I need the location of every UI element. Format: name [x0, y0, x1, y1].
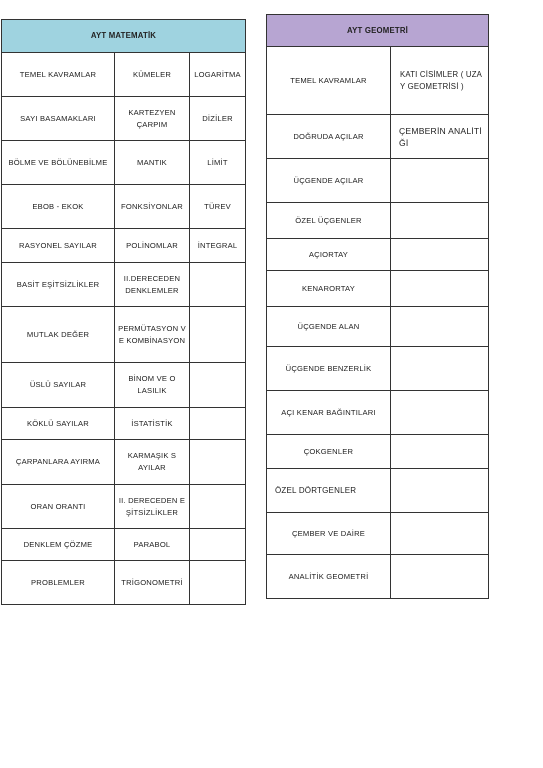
table-cell: MUTLAK DEĞER — [2, 307, 115, 363]
table-cell: LOGARİTMA — [190, 53, 246, 97]
table-cell: AÇI KENAR BAĞINTILARI — [267, 391, 391, 435]
table-cell: FONKSİYONLAR — [115, 185, 190, 229]
table-cell: ÇEMBERİN ANALİTİĞİ — [391, 115, 489, 159]
table-cell — [190, 263, 246, 307]
table-cell: ORAN ORANTI — [2, 485, 115, 529]
table-cell: PROBLEMLER — [2, 561, 115, 605]
table-cell — [391, 435, 489, 469]
table-cell: DOĞRUDA AÇILAR — [267, 115, 391, 159]
table-row — [2, 141, 246, 185]
table-cell — [391, 513, 489, 555]
table-row — [267, 271, 489, 307]
table-row — [267, 115, 489, 159]
table-cell — [391, 555, 489, 599]
table-cell — [391, 391, 489, 435]
table-row — [267, 47, 489, 115]
table-row — [2, 263, 246, 307]
table-cell: ANALİTİK GEOMETRİ — [267, 555, 391, 599]
table-cell: ÜÇGENDE ALAN — [267, 307, 391, 347]
table-cell: ÇARPANLARA AYIRMA — [2, 440, 115, 485]
table-row — [2, 485, 246, 529]
table-cell — [391, 469, 489, 513]
table-cell: AÇIORTAY — [267, 239, 391, 271]
table-row — [267, 513, 489, 555]
table-row — [267, 347, 489, 391]
table-row — [2, 97, 246, 141]
table-row — [267, 435, 489, 469]
table-row — [2, 307, 246, 363]
table-cell: KARMAŞIK SAYILAR — [115, 440, 190, 485]
table-row — [267, 203, 489, 239]
table-cell: ÖZEL ÜÇGENLER — [267, 203, 391, 239]
table-cell: ÇEMBER VE DAİRE — [267, 513, 391, 555]
table-cell: ÜÇGENDE BENZERLİK — [267, 347, 391, 391]
table-cell — [391, 271, 489, 307]
table-cell — [190, 408, 246, 440]
table-cell — [391, 203, 489, 239]
table-row — [267, 307, 489, 347]
table-row — [267, 555, 489, 599]
table-row — [267, 469, 489, 513]
ayt-matematik-table — [1, 19, 246, 605]
table-row — [2, 185, 246, 229]
table-cell: TÜREV — [190, 185, 246, 229]
table-cell — [190, 440, 246, 485]
table-cell: DENKLEM ÇÖZME — [2, 529, 115, 561]
table-cell: BASİT EŞİTSİZLİKLER — [2, 263, 115, 307]
table-header-row — [2, 20, 246, 53]
math-table-title: AYT MATEMATİK — [2, 20, 246, 53]
table-cell: KARTEZYEN ÇARPIM — [115, 97, 190, 141]
table-cell: PERMÜTASYON VE KOMBİNASYON — [115, 307, 190, 363]
table-cell: KENARORTAY — [267, 271, 391, 307]
table-cell — [190, 561, 246, 605]
table-cell — [190, 363, 246, 408]
table-cell: POLİNOMLAR — [115, 229, 190, 263]
table-cell: DİZİLER — [190, 97, 246, 141]
table-row — [2, 229, 246, 263]
table-cell — [190, 485, 246, 529]
table-cell: TRİGONOMETRİ — [115, 561, 190, 605]
table-cell: BÖLME VE BÖLÜNEBİLME — [2, 141, 115, 185]
table-cell: ÇOKGENLER — [267, 435, 391, 469]
table-row — [2, 440, 246, 485]
table-cell: İNTEGRAL — [190, 229, 246, 263]
table-cell — [391, 239, 489, 271]
table-cell: II.DERECEDEN DENKLEMLER — [115, 263, 190, 307]
table-row — [2, 529, 246, 561]
table-cell: TEMEL KAVRAMLAR — [2, 53, 115, 97]
table-row — [2, 363, 246, 408]
table-cell: PARABOL — [115, 529, 190, 561]
table-cell: EBOB - EKOK — [2, 185, 115, 229]
table-cell: ÜÇGENDE AÇILAR — [267, 159, 391, 203]
table-cell: SAYI BASAMAKLARI — [2, 97, 115, 141]
table-row — [267, 391, 489, 435]
table-cell: TEMEL KAVRAMLAR — [267, 47, 391, 115]
table-cell — [391, 159, 489, 203]
table-cell: MANTIK — [115, 141, 190, 185]
table-cell: RASYONEL SAYILAR — [2, 229, 115, 263]
table-cell: İSTATİSTİK — [115, 408, 190, 440]
table-cell: ÜSLÜ SAYILAR — [2, 363, 115, 408]
table-row — [2, 561, 246, 605]
table-row — [2, 53, 246, 97]
table-row — [267, 159, 489, 203]
table-cell: BİNOM VE OLASILIK — [115, 363, 190, 408]
table-cell: KÜMELER — [115, 53, 190, 97]
geometry-table-title: AYT GEOMETRİ — [267, 15, 489, 47]
table-cell: ÖZEL DÖRTGENLER — [267, 469, 391, 513]
table-cell: II. DERECEDEN EŞİTSİZLİKLER — [115, 485, 190, 529]
table-row — [267, 239, 489, 271]
table-cell — [391, 307, 489, 347]
table-cell: LİMİT — [190, 141, 246, 185]
table-cell: KÖKLÜ SAYILAR — [2, 408, 115, 440]
ayt-geometri-table — [266, 14, 489, 599]
table-header-row — [267, 15, 489, 47]
table-cell — [190, 529, 246, 561]
table-row — [2, 408, 246, 440]
table-cell: KATI CİSİMLER ( UZAY GEOMETRİSİ ) — [391, 47, 489, 115]
table-cell — [391, 347, 489, 391]
table-cell — [190, 307, 246, 363]
